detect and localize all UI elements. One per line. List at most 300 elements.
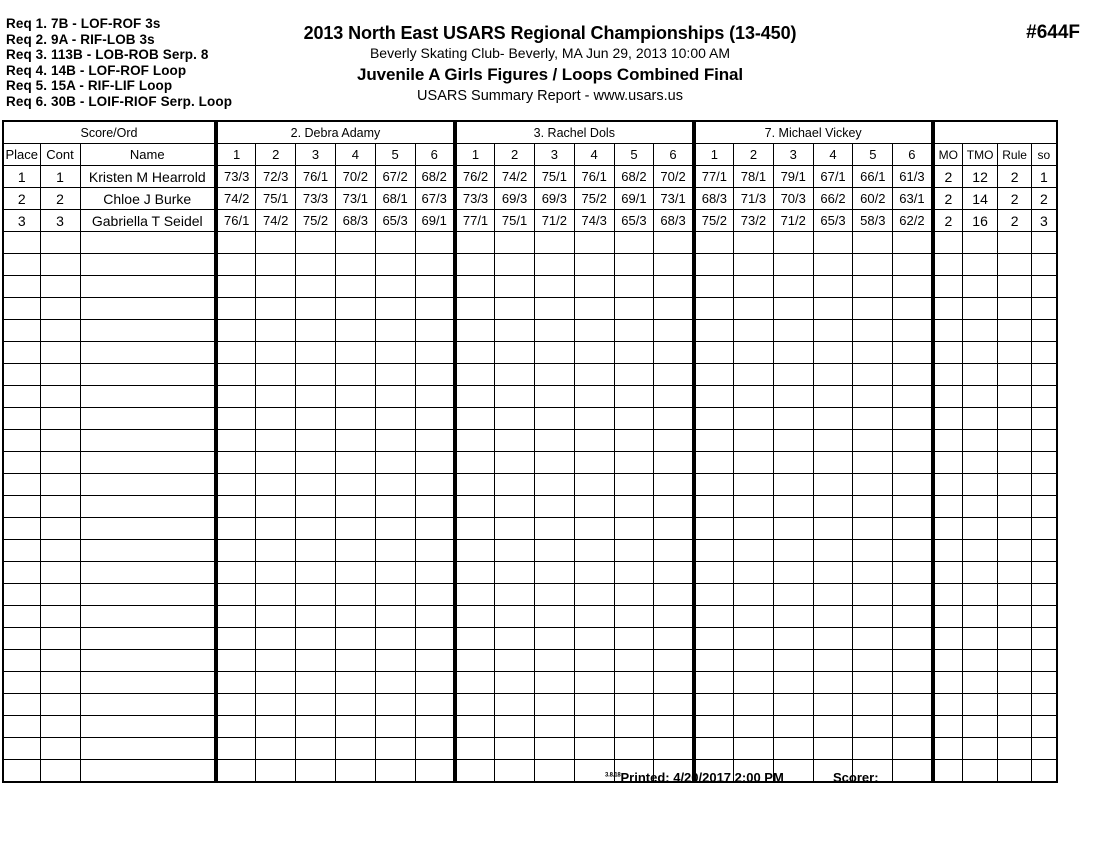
cell-empty (40, 650, 80, 672)
cell-empty (654, 320, 694, 342)
cell-empty (40, 540, 80, 562)
cell-empty (534, 716, 574, 738)
cell-empty (3, 562, 40, 584)
column-header-mo: MO (933, 144, 963, 166)
column-header-judge3-fig5: 5 (853, 144, 893, 166)
cell-empty (415, 562, 455, 584)
cell-empty (574, 452, 614, 474)
cell-empty (853, 650, 893, 672)
cell-empty (495, 738, 535, 760)
requirement-line-4: Req 4. 14B - LOF-ROF Loop (6, 62, 187, 78)
cell-empty (216, 474, 256, 496)
cell-empty (963, 716, 998, 738)
cell-empty (893, 738, 933, 760)
cell-empty (734, 606, 774, 628)
cell-empty (574, 320, 614, 342)
cell-empty (574, 408, 614, 430)
cell-empty (893, 628, 933, 650)
cell-empty (813, 254, 853, 276)
cell-empty (216, 584, 256, 606)
cell-empty (574, 386, 614, 408)
cell-empty (375, 364, 415, 386)
cell-empty (933, 694, 963, 716)
cell-score-j1-f4: 70/2 (335, 166, 375, 188)
cell-empty (1032, 694, 1057, 716)
cell-empty (893, 320, 933, 342)
table-row (3, 188, 1057, 210)
cell-empty (3, 386, 40, 408)
cell-empty (1032, 716, 1057, 738)
cell-empty (296, 430, 336, 452)
cell-empty (415, 276, 455, 298)
cell-empty (296, 474, 336, 496)
cell-score-j3-f3: 71/2 (773, 210, 813, 232)
cell-empty (415, 628, 455, 650)
cell-empty (80, 342, 216, 364)
column-header-judge2-fig4: 4 (574, 144, 614, 166)
cell-empty (963, 342, 998, 364)
cell-empty (335, 672, 375, 694)
cell-empty (654, 386, 694, 408)
cell-empty (256, 716, 296, 738)
cell-empty (40, 342, 80, 364)
cell-score-j2-f3: 69/3 (534, 188, 574, 210)
cell-empty (216, 650, 256, 672)
cell-empty (574, 540, 614, 562)
cell-empty (853, 562, 893, 584)
cell-empty (734, 342, 774, 364)
cell-empty (998, 584, 1032, 606)
cell-empty (694, 232, 734, 254)
cell-empty (654, 650, 694, 672)
cell-empty (40, 254, 80, 276)
cell-empty (40, 562, 80, 584)
cell-empty (933, 540, 963, 562)
cell-empty (335, 496, 375, 518)
cell-empty (3, 650, 40, 672)
cell-empty (933, 650, 963, 672)
cell-empty (80, 628, 216, 650)
cell-empty (654, 364, 694, 386)
cell-empty (1032, 408, 1057, 430)
cell-empty (455, 254, 495, 276)
cell-empty (654, 342, 694, 364)
cell-empty (614, 408, 654, 430)
cell-empty (853, 452, 893, 474)
cell-empty (296, 496, 336, 518)
cell-empty (335, 342, 375, 364)
cell-empty (534, 320, 574, 342)
cell-empty (335, 298, 375, 320)
cell-empty (963, 232, 998, 254)
cell-empty (734, 672, 774, 694)
cell-empty (574, 496, 614, 518)
cell-empty (813, 452, 853, 474)
column-header-judge2-fig5: 5 (614, 144, 654, 166)
cell-empty (654, 298, 694, 320)
cell-empty (574, 518, 614, 540)
cell-empty (773, 496, 813, 518)
cell-empty (998, 276, 1032, 298)
cell-empty (998, 540, 1032, 562)
cell-empty (574, 364, 614, 386)
cell-empty (893, 672, 933, 694)
cell-cont: 1 (40, 166, 80, 188)
requirement-line-2: Req 2. 9A - RIF-LOB 3s (6, 31, 155, 47)
cell-empty (933, 342, 963, 364)
cell-empty (375, 320, 415, 342)
cell-empty (216, 562, 256, 584)
cell-empty (256, 584, 296, 606)
cell-empty (375, 342, 415, 364)
cell-score-j3-f2: 71/3 (734, 188, 774, 210)
venue-line: Beverly Skating Club- Beverly, MA Jun 29, 2013 10:00 AM (369, 45, 731, 61)
cell-empty (933, 298, 963, 320)
cell-skater-name: Chloe J Burke (80, 188, 216, 210)
cell-empty (375, 606, 415, 628)
cell-score-j2-f5: 68/2 (614, 166, 654, 188)
cell-empty (853, 716, 893, 738)
cell-empty (734, 298, 774, 320)
scorer-label: Scorer: (833, 770, 879, 785)
cell-empty (998, 518, 1032, 540)
cell-empty (375, 672, 415, 694)
cell-empty (1032, 518, 1057, 540)
cell-empty (216, 364, 256, 386)
cell-empty (734, 694, 774, 716)
cell-empty (963, 562, 998, 584)
cell-empty (813, 518, 853, 540)
cell-empty (335, 628, 375, 650)
cell-empty (853, 518, 893, 540)
cell-empty (654, 562, 694, 584)
cell-empty (256, 474, 296, 496)
cell-empty (256, 364, 296, 386)
cell-empty (998, 562, 1032, 584)
column-header-so: so (1032, 144, 1057, 166)
cell-empty (813, 430, 853, 452)
cell-empty (813, 474, 853, 496)
cell-empty (375, 628, 415, 650)
cell-empty (853, 408, 893, 430)
cell-empty (853, 628, 893, 650)
cell-empty (963, 628, 998, 650)
cell-empty (694, 342, 734, 364)
cell-empty (813, 232, 853, 254)
requirements-list (6, 16, 232, 110)
cell-empty (80, 672, 216, 694)
cell-empty (415, 672, 455, 694)
cell-empty (813, 408, 853, 430)
cell-score-j1-f3: 76/1 (296, 166, 336, 188)
cell-empty (534, 232, 574, 254)
cell-empty (998, 298, 1032, 320)
report-line: USARS Summary Report - www.usars.us (417, 88, 683, 104)
column-header-rule: Rule (998, 144, 1032, 166)
cell-empty (216, 540, 256, 562)
cell-empty (80, 738, 216, 760)
cell-empty (893, 342, 933, 364)
cell-empty (256, 320, 296, 342)
cell-empty (694, 694, 734, 716)
cell-empty (963, 540, 998, 562)
cell-empty (495, 496, 535, 518)
table-row-empty (3, 672, 1057, 694)
cell-empty (256, 496, 296, 518)
column-header-judge1-fig2: 2 (256, 144, 296, 166)
cell-empty (80, 430, 216, 452)
table-row-empty (3, 628, 1057, 650)
cell-empty (415, 716, 455, 738)
cell-empty (296, 298, 336, 320)
cell-so: 2 (1032, 188, 1057, 210)
cell-empty (3, 540, 40, 562)
cell-empty (495, 364, 535, 386)
cell-empty (734, 320, 774, 342)
cell-empty (734, 518, 774, 540)
judge-band-row (3, 121, 1057, 144)
cell-empty (614, 562, 654, 584)
column-header-row (3, 144, 1057, 166)
cell-score-j3-f4: 65/3 (813, 210, 853, 232)
cell-empty (654, 540, 694, 562)
cell-empty (773, 364, 813, 386)
cell-empty (534, 738, 574, 760)
cell-empty (80, 584, 216, 606)
cell-empty (1032, 738, 1057, 760)
cell-empty (773, 650, 813, 672)
cell-empty (455, 496, 495, 518)
cell-empty (998, 694, 1032, 716)
cell-empty (216, 672, 256, 694)
cell-empty (694, 606, 734, 628)
cell-empty (495, 430, 535, 452)
cell-score-j1-f1: 76/1 (216, 210, 256, 232)
cell-empty (455, 364, 495, 386)
cell-empty (495, 562, 535, 584)
cell-empty (853, 254, 893, 276)
cell-empty (694, 562, 734, 584)
cell-empty (335, 276, 375, 298)
cell-empty (80, 232, 216, 254)
cell-mo: 2 (933, 210, 963, 232)
cell-empty (853, 584, 893, 606)
cell-score-j1-f2: 74/2 (256, 210, 296, 232)
requirement-line-6: Req 6. 30B - LOIF-RIOF Serp. Loop (6, 93, 233, 109)
cell-empty (963, 408, 998, 430)
table-row-empty (3, 320, 1057, 342)
cell-empty (256, 562, 296, 584)
cell-empty (216, 232, 256, 254)
column-header-judge1-fig1: 1 (216, 144, 256, 166)
cell-score-j1-f6: 69/1 (415, 210, 455, 232)
cell-empty (256, 408, 296, 430)
cell-empty (80, 540, 216, 562)
cell-empty (574, 628, 614, 650)
category-title: Juvenile A Girls Figures / Loops Combined Final (356, 65, 744, 84)
cell-empty (40, 474, 80, 496)
cell-empty (773, 584, 813, 606)
cell-empty (455, 298, 495, 320)
cell-empty (455, 386, 495, 408)
cell-empty (534, 540, 574, 562)
cell-empty (813, 738, 853, 760)
cell-empty (375, 562, 415, 584)
cell-empty (574, 584, 614, 606)
cell-empty (415, 650, 455, 672)
cell-empty (534, 496, 574, 518)
cell-tmo: 14 (963, 188, 998, 210)
cell-empty (773, 562, 813, 584)
cell-score-j3-f1: 75/2 (694, 210, 734, 232)
cell-empty (375, 650, 415, 672)
cell-empty (495, 672, 535, 694)
cell-score-j2-f1: 73/3 (455, 188, 495, 210)
cell-empty (534, 628, 574, 650)
cell-empty (773, 452, 813, 474)
cell-score-j3-f3: 70/3 (773, 188, 813, 210)
cell-empty (853, 386, 893, 408)
cell-empty (1032, 232, 1057, 254)
cell-empty (375, 716, 415, 738)
cell-empty (256, 628, 296, 650)
cell-empty (335, 320, 375, 342)
cell-empty (40, 606, 80, 628)
cell-empty (734, 716, 774, 738)
cell-empty (963, 518, 998, 540)
cell-empty (853, 430, 893, 452)
cell-empty (734, 276, 774, 298)
cell-empty (534, 452, 574, 474)
cell-empty (933, 408, 963, 430)
cell-empty (853, 694, 893, 716)
cell-empty (455, 232, 495, 254)
cell-empty (893, 650, 933, 672)
cell-empty (256, 232, 296, 254)
cell-empty (773, 672, 813, 694)
cell-empty (1032, 628, 1057, 650)
cell-empty (853, 606, 893, 628)
cell-empty (495, 276, 535, 298)
table-row-empty (3, 298, 1057, 320)
cell-empty (495, 298, 535, 320)
cell-empty (734, 430, 774, 452)
cell-empty (216, 496, 256, 518)
cell-empty (296, 408, 336, 430)
column-header-judge2-fig6: 6 (654, 144, 694, 166)
table-row-empty (3, 540, 1057, 562)
cell-empty (455, 716, 495, 738)
cell-empty (933, 320, 963, 342)
cell-empty (216, 518, 256, 540)
table-row-empty (3, 342, 1057, 364)
cell-empty (455, 474, 495, 496)
requirement-line-3: Req 3. 113B - LOB-ROB Serp. 8 (6, 47, 209, 63)
cell-empty (534, 298, 574, 320)
cell-empty (614, 254, 654, 276)
cell-tmo: 12 (963, 166, 998, 188)
cell-empty (574, 716, 614, 738)
cell-empty (654, 716, 694, 738)
cell-empty (574, 232, 614, 254)
cell-empty (80, 606, 216, 628)
cell-empty (495, 628, 535, 650)
cell-empty (375, 474, 415, 496)
table-row-empty (3, 584, 1057, 606)
cell-empty (3, 342, 40, 364)
cell-empty (3, 364, 40, 386)
table-row-empty (3, 474, 1057, 496)
cell-empty (296, 386, 336, 408)
cell-empty (998, 650, 1032, 672)
cell-empty (335, 408, 375, 430)
table-row-empty (3, 716, 1057, 738)
cell-empty (3, 474, 40, 496)
cell-score-j2-f4: 74/3 (574, 210, 614, 232)
cell-empty (495, 342, 535, 364)
cell-empty (813, 606, 853, 628)
cell-empty (335, 716, 375, 738)
column-header-judge3-fig3: 3 (773, 144, 813, 166)
cell-empty (455, 320, 495, 342)
cell-empty (495, 694, 535, 716)
column-header-judge1-fig6: 6 (415, 144, 455, 166)
cell-empty (375, 298, 415, 320)
cell-empty (773, 408, 813, 430)
cell-empty (694, 518, 734, 540)
cell-empty (998, 408, 1032, 430)
cell-empty (3, 232, 40, 254)
cell-empty (80, 650, 216, 672)
cell-empty (3, 254, 40, 276)
cell-empty (853, 276, 893, 298)
cell-empty (534, 606, 574, 628)
cell-empty (773, 716, 813, 738)
cell-empty (216, 298, 256, 320)
cell-empty (893, 606, 933, 628)
cell-empty (998, 430, 1032, 452)
cell-empty (654, 672, 694, 694)
cell-empty (40, 276, 80, 298)
cell-empty (614, 474, 654, 496)
cell-empty (893, 298, 933, 320)
cell-empty (998, 232, 1032, 254)
cell-empty (3, 496, 40, 518)
cell-empty (574, 342, 614, 364)
table-row-empty (3, 386, 1057, 408)
cell-empty (963, 386, 998, 408)
cell-empty (694, 254, 734, 276)
cell-empty (256, 430, 296, 452)
cell-empty (3, 320, 40, 342)
cell-empty (998, 672, 1032, 694)
cell-empty (534, 518, 574, 540)
cell-empty (654, 430, 694, 452)
cell-empty (415, 254, 455, 276)
cell-empty (216, 606, 256, 628)
cell-empty (455, 518, 495, 540)
cell-empty (1032, 430, 1057, 452)
cell-empty (853, 672, 893, 694)
title-block (200, 22, 900, 106)
cell-empty (614, 364, 654, 386)
cell-empty (455, 408, 495, 430)
cell-empty (495, 716, 535, 738)
cell-empty (813, 584, 853, 606)
cell-score-j2-f5: 69/1 (614, 188, 654, 210)
cell-empty (3, 408, 40, 430)
cell-empty (614, 716, 654, 738)
